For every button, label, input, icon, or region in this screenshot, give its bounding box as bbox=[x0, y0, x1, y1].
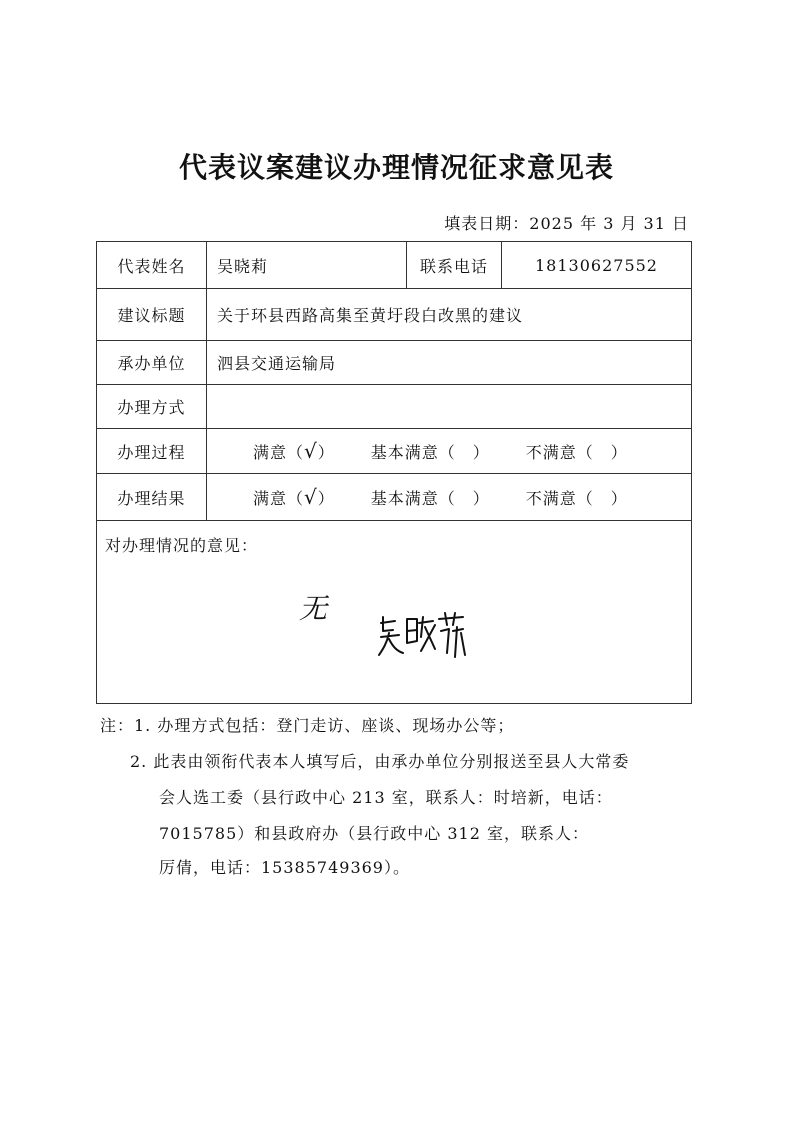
note-line-5: 厉倩，电话：15385749369）。 bbox=[159, 858, 410, 877]
row-rep-name bbox=[97, 242, 692, 289]
row-process bbox=[97, 429, 692, 474]
unit-label: 承办单位 bbox=[97, 341, 207, 385]
opinion-label: 对办理情况的意见： bbox=[105, 536, 259, 555]
row-subject bbox=[97, 289, 692, 341]
process-basic-option: 基本满意（ ） bbox=[370, 443, 490, 462]
rep-name-label: 代表姓名 bbox=[97, 242, 207, 289]
opinion-cell bbox=[97, 521, 692, 704]
row-opinion bbox=[97, 521, 692, 704]
method-value bbox=[207, 385, 692, 429]
handwritten-signature bbox=[377, 609, 467, 661]
subject-value: 关于环县西路高集至黄圩段白改黑的建议 bbox=[207, 289, 692, 341]
result-options bbox=[207, 474, 692, 521]
process-label: 办理过程 bbox=[97, 429, 207, 474]
phone-label: 联系电话 bbox=[407, 242, 502, 289]
note-line-4: 7015785）和县政府办（县行政中心 312 室，联系人： bbox=[159, 824, 589, 843]
row-method bbox=[97, 385, 692, 429]
rep-name-value: 吴晓莉 bbox=[207, 242, 407, 289]
subject-label: 建议标题 bbox=[97, 289, 207, 341]
row-unit bbox=[97, 341, 692, 385]
page-title: 代表议案建议办理情况征求意见表 bbox=[178, 151, 614, 184]
fill-date: 填表日期：2025 年 3 月 31 日 bbox=[444, 214, 689, 233]
feedback-form-table bbox=[96, 241, 692, 704]
method-label: 办理方式 bbox=[97, 385, 207, 429]
process-satisfied-option: 满意（√） bbox=[253, 439, 335, 463]
opinion-handwritten: 无 bbox=[299, 592, 329, 625]
result-label: 办理结果 bbox=[97, 474, 207, 521]
note-line-3: 会人选工委（县行政中心 213 室，联系人：时培新，电话： bbox=[159, 788, 613, 807]
result-basic-option: 基本满意（ ） bbox=[370, 489, 490, 508]
note-line-2: 2. 此表由领衔代表本人填写后，由承办单位分别报送至县人大常委 bbox=[130, 752, 630, 771]
process-unsatisfied-option: 不满意（ ） bbox=[525, 443, 628, 462]
note-line-1: 注：1. 办理方式包括：登门走访、座谈、现场办公等； bbox=[100, 716, 515, 735]
unit-value: 泗县交通运输局 bbox=[207, 341, 692, 385]
check-mark-icon: √ bbox=[304, 439, 318, 463]
row-result bbox=[97, 474, 692, 521]
phone-value: 18130627552 bbox=[502, 242, 692, 289]
check-mark-icon: √ bbox=[304, 485, 318, 509]
result-unsatisfied-option: 不满意（ ） bbox=[525, 489, 628, 508]
result-satisfied-option: 满意（√） bbox=[253, 485, 335, 509]
process-options bbox=[207, 429, 692, 474]
